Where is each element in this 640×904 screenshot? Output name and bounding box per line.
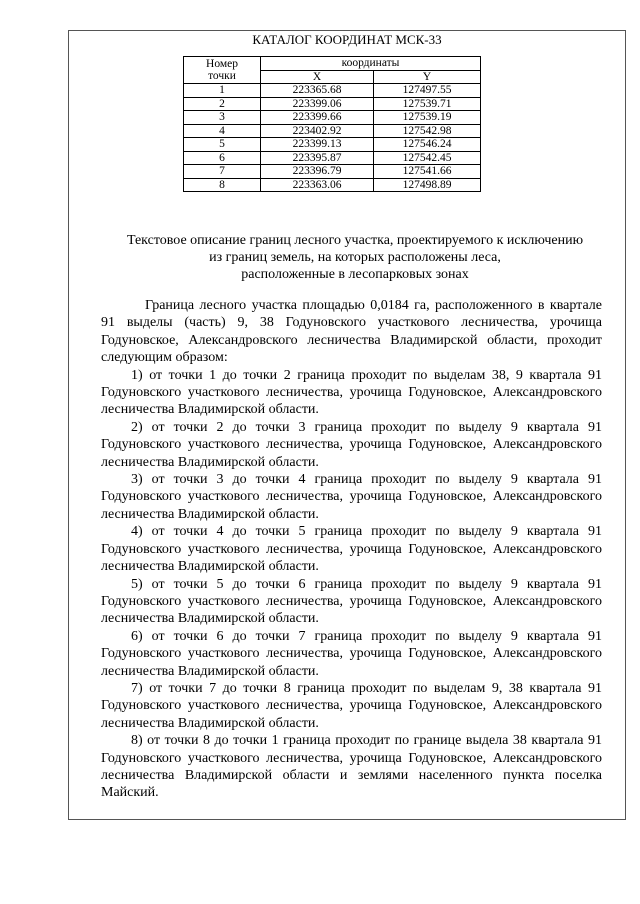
- coord-y: 127542.45: [374, 151, 481, 165]
- coord-x: 223402.92: [261, 124, 374, 138]
- coord-y: 127541.66: [374, 165, 481, 179]
- table-row: [184, 178, 481, 192]
- heading-line-3: расположенные в лесопарковых зонах: [241, 267, 469, 282]
- coord-x: 223396.79: [261, 165, 374, 179]
- coord-y: 127539.71: [374, 97, 481, 111]
- boundary-description: [101, 297, 602, 802]
- coord-y: 127546.24: [374, 138, 481, 152]
- table-row: [184, 124, 481, 138]
- coord-x: 223399.66: [261, 111, 374, 125]
- header-point-line1: Номер: [206, 58, 238, 70]
- table-header-row: [184, 57, 481, 71]
- header-y: Y: [374, 70, 481, 84]
- section-heading: [90, 232, 620, 283]
- table-row: [184, 138, 481, 152]
- point-number: 3: [184, 111, 261, 125]
- point-number: 4: [184, 124, 261, 138]
- heading-line-1: Текстовое описание границ лесного участка, проектируемого к исключению: [126, 233, 584, 248]
- coord-x: 223399.13: [261, 138, 374, 152]
- table-row: [184, 97, 481, 111]
- header-x: X: [261, 70, 374, 84]
- coord-y: 127497.55: [374, 84, 481, 98]
- boundary-item: 1) от точки 1 до точки 2 граница проходит по выделам 38, 9 квартала 91 Годуновского участкового лесничества, урочища Годуновское, Александровского лесничества Владимирской области.: [101, 367, 602, 418]
- boundary-item: 6) от точки 6 до точки 7 граница проходит по выделу 9 квартала 91 Годуновского участкового лесничества, урочища Годуновское, Александровского лесничества Владимирской области.: [101, 628, 602, 679]
- coord-y: 127539.19: [374, 111, 481, 125]
- header-coords: координаты: [261, 57, 481, 71]
- coord-y: 127542.98: [374, 124, 481, 138]
- point-number: 7: [184, 165, 261, 179]
- point-number: 2: [184, 97, 261, 111]
- boundary-item: 7) от точки 7 до точки 8 граница проходит по выделам 9, 38 квартала 91 Годуновского участкового лесничества, урочища Годуновское, Александровского лесничества Владимирской области.: [101, 680, 602, 731]
- boundary-item: 5) от точки 5 до точки 6 граница проходит по выделу 9 квартала 91 Годуновского участкового лесничества, урочища Годуновское, Александровского лесничества Владимирской области.: [101, 576, 602, 627]
- intro-paragraph: Граница лесного участка площадью 0,0184 га, расположенного в квартале 91 выделы (часть) 9, 38 Годуновского участкового лесничества, урочища Годуновское, Александровского лесничества Владимирской области, проходит следующим образом:: [101, 298, 602, 366]
- boundary-item: 3) от точки 3 до точки 4 граница проходит по выделу 9 квартала 91 Годуновского участкового лесничества, урочища Годуновское, Александровского лесничества Владимирской области.: [101, 472, 602, 522]
- boundary-item: 2) от точки 2 до точки 3 граница проходит по выделу 9 квартала 91 Годуновского участкового лесничества, урочища Годуновское, Александровского лесничества Владимирской области.: [101, 419, 602, 470]
- point-number: 6: [184, 151, 261, 165]
- coord-y: 127498.89: [374, 178, 481, 192]
- header-point-number: [184, 57, 261, 84]
- coord-x: 223395.87: [261, 151, 374, 165]
- point-number: 5: [184, 138, 261, 152]
- heading-line-2: из границ земель, на которых расположены леса,: [209, 250, 501, 265]
- coord-x: 223399.06: [261, 97, 374, 111]
- point-number: 8: [184, 178, 261, 192]
- coord-x: 223363.06: [261, 178, 374, 192]
- coordinates-table: [183, 56, 481, 192]
- catalog-title: КАТАЛОГ КООРДИНАТ МСК-33: [252, 32, 442, 47]
- point-number: 1: [184, 84, 261, 98]
- boundary-item: 8) от точки 8 до точки 1 граница проходит по границе выдела 38 квартала 91 Годуновского участкового лесничества, урочища Годуновское, Александровского лесничества Владимирской области и землями населенного пункта поселка Майский.: [101, 733, 602, 801]
- table-row: [184, 165, 481, 179]
- table-row: [184, 151, 481, 165]
- table-row: [184, 84, 481, 98]
- header-point-line2: точки: [208, 70, 236, 82]
- coord-x: 223365.68: [261, 84, 374, 98]
- boundary-item: 4) от точки 4 до точки 5 граница проходит по выделу 9 квартала 91 Годуновского участкового лесничества, урочища Годуновское, Александровского лесничества Владимирской области.: [101, 524, 602, 575]
- table-row: [184, 111, 481, 125]
